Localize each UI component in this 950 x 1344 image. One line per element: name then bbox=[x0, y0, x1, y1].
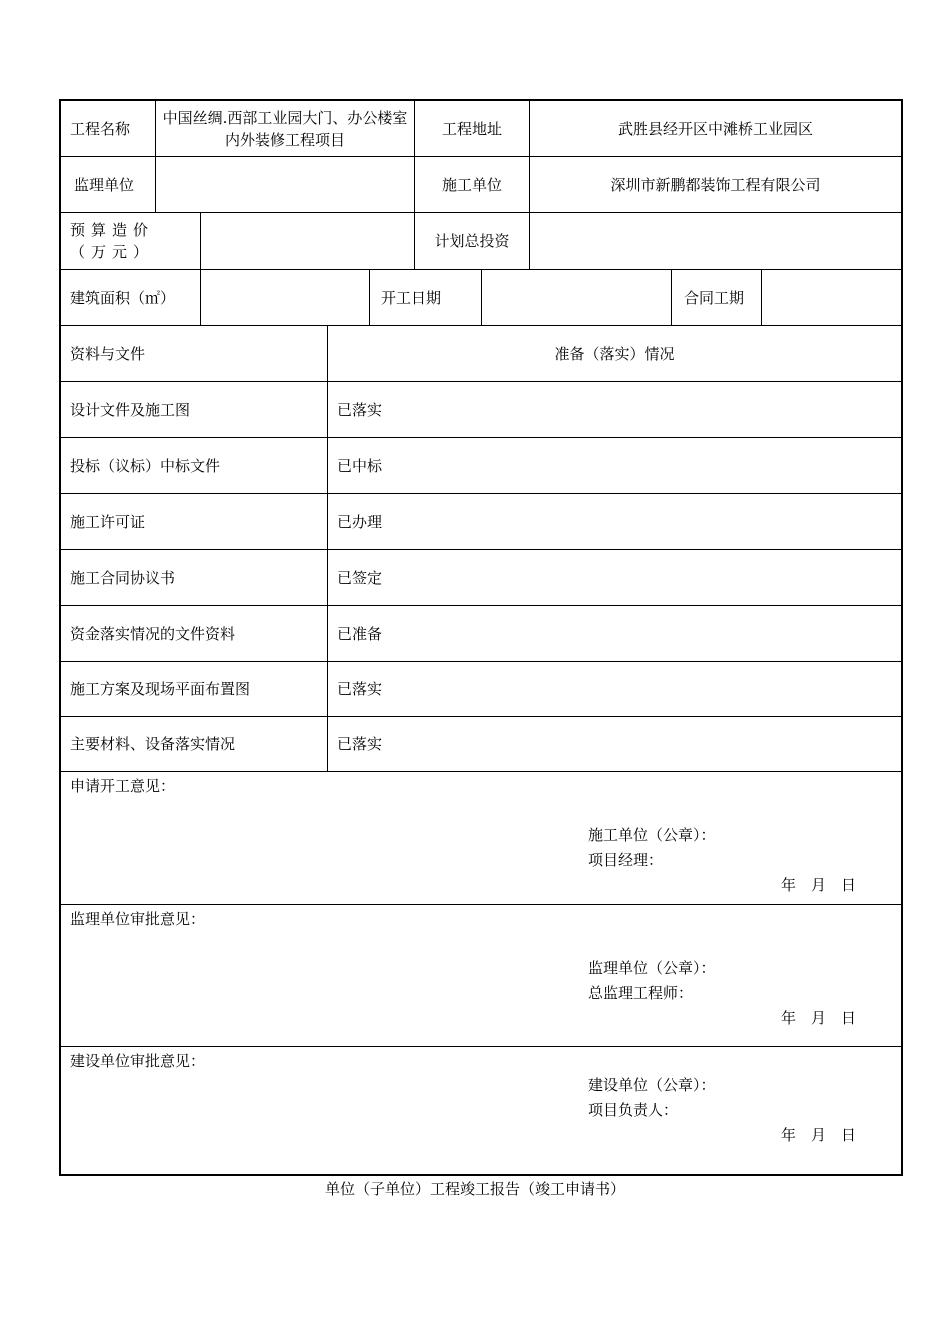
signer-label: 总监理工程师： bbox=[588, 984, 694, 1002]
area-value bbox=[201, 270, 369, 325]
contractor-value: 深圳市新鹏都装饰工程有限公司 bbox=[610, 175, 821, 194]
doc-item: 施工方案及现场平面布置图 bbox=[70, 680, 251, 698]
date-label: 年 月 日 bbox=[781, 876, 857, 894]
planned-investment-label: 计划总投资 bbox=[434, 232, 510, 250]
opinion-title: 申请开工意见： bbox=[70, 777, 176, 795]
start-date-label: 开工日期 bbox=[381, 288, 442, 307]
contract-period-label: 合同工期 bbox=[684, 288, 745, 307]
supervisor-label: 监理单位 bbox=[74, 175, 135, 194]
doc-item: 设计文件及施工图 bbox=[70, 400, 191, 419]
project-address-label: 工程地址 bbox=[441, 119, 502, 138]
seal-label: 监理单位（公章）： bbox=[588, 959, 716, 977]
supervisor-value bbox=[156, 157, 414, 212]
doc-status: 已签定 bbox=[337, 568, 383, 587]
seal-label: 建设单位（公章）： bbox=[588, 1076, 716, 1094]
doc-item: 施工合同协议书 bbox=[70, 568, 176, 587]
signer-label: 项目经理： bbox=[588, 851, 664, 869]
doc-item: 施工许可证 bbox=[70, 512, 146, 531]
status-col-header: 准备（落实）情况 bbox=[554, 344, 675, 363]
date-label: 年 月 日 bbox=[781, 1009, 857, 1027]
opinion-title: 建设单位审批意见： bbox=[70, 1052, 206, 1070]
doc-status: 已落实 bbox=[337, 680, 383, 698]
doc-status: 已落实 bbox=[337, 735, 383, 753]
area-label: 建筑面积（㎡） bbox=[70, 288, 176, 307]
project-name-value: 中国丝绸.西部工业园大门、办公楼室内外装修工程项目 bbox=[162, 108, 408, 149]
seal-label: 施工单位（公章）： bbox=[588, 826, 716, 844]
contractor-label: 施工单位 bbox=[441, 175, 502, 194]
doc-status: 已准备 bbox=[337, 624, 383, 643]
budget-value bbox=[201, 213, 414, 269]
form-caption: 单位（子单位）工程竣工报告（竣工申请书） bbox=[324, 1180, 625, 1198]
project-address-value: 武胜县经开区中滩桥工业园区 bbox=[617, 119, 813, 138]
planned-investment-value bbox=[530, 213, 901, 269]
row-divider bbox=[61, 771, 901, 772]
start-date-value bbox=[482, 270, 671, 325]
opinion-title: 监理单位审批意见： bbox=[70, 910, 206, 928]
doc-item: 投标（议标）中标文件 bbox=[70, 456, 221, 475]
signer-label: 项目负责人： bbox=[588, 1101, 679, 1119]
project-name-label: 工程名称 bbox=[70, 119, 131, 138]
docs-col-header: 资料与文件 bbox=[70, 344, 146, 363]
doc-item: 主要材料、设备落实情况 bbox=[70, 735, 236, 753]
budget-label: 预算造价（万元） bbox=[70, 221, 155, 261]
doc-item: 资金落实情况的文件资料 bbox=[70, 624, 236, 643]
doc-status: 已落实 bbox=[337, 400, 383, 419]
contract-period-value bbox=[762, 270, 901, 325]
row-divider bbox=[61, 904, 901, 905]
row-divider bbox=[61, 1046, 901, 1047]
doc-status: 已办理 bbox=[337, 512, 383, 531]
start-application-form bbox=[59, 99, 903, 1176]
doc-status: 已中标 bbox=[337, 456, 383, 475]
date-label: 年 月 日 bbox=[781, 1126, 857, 1144]
